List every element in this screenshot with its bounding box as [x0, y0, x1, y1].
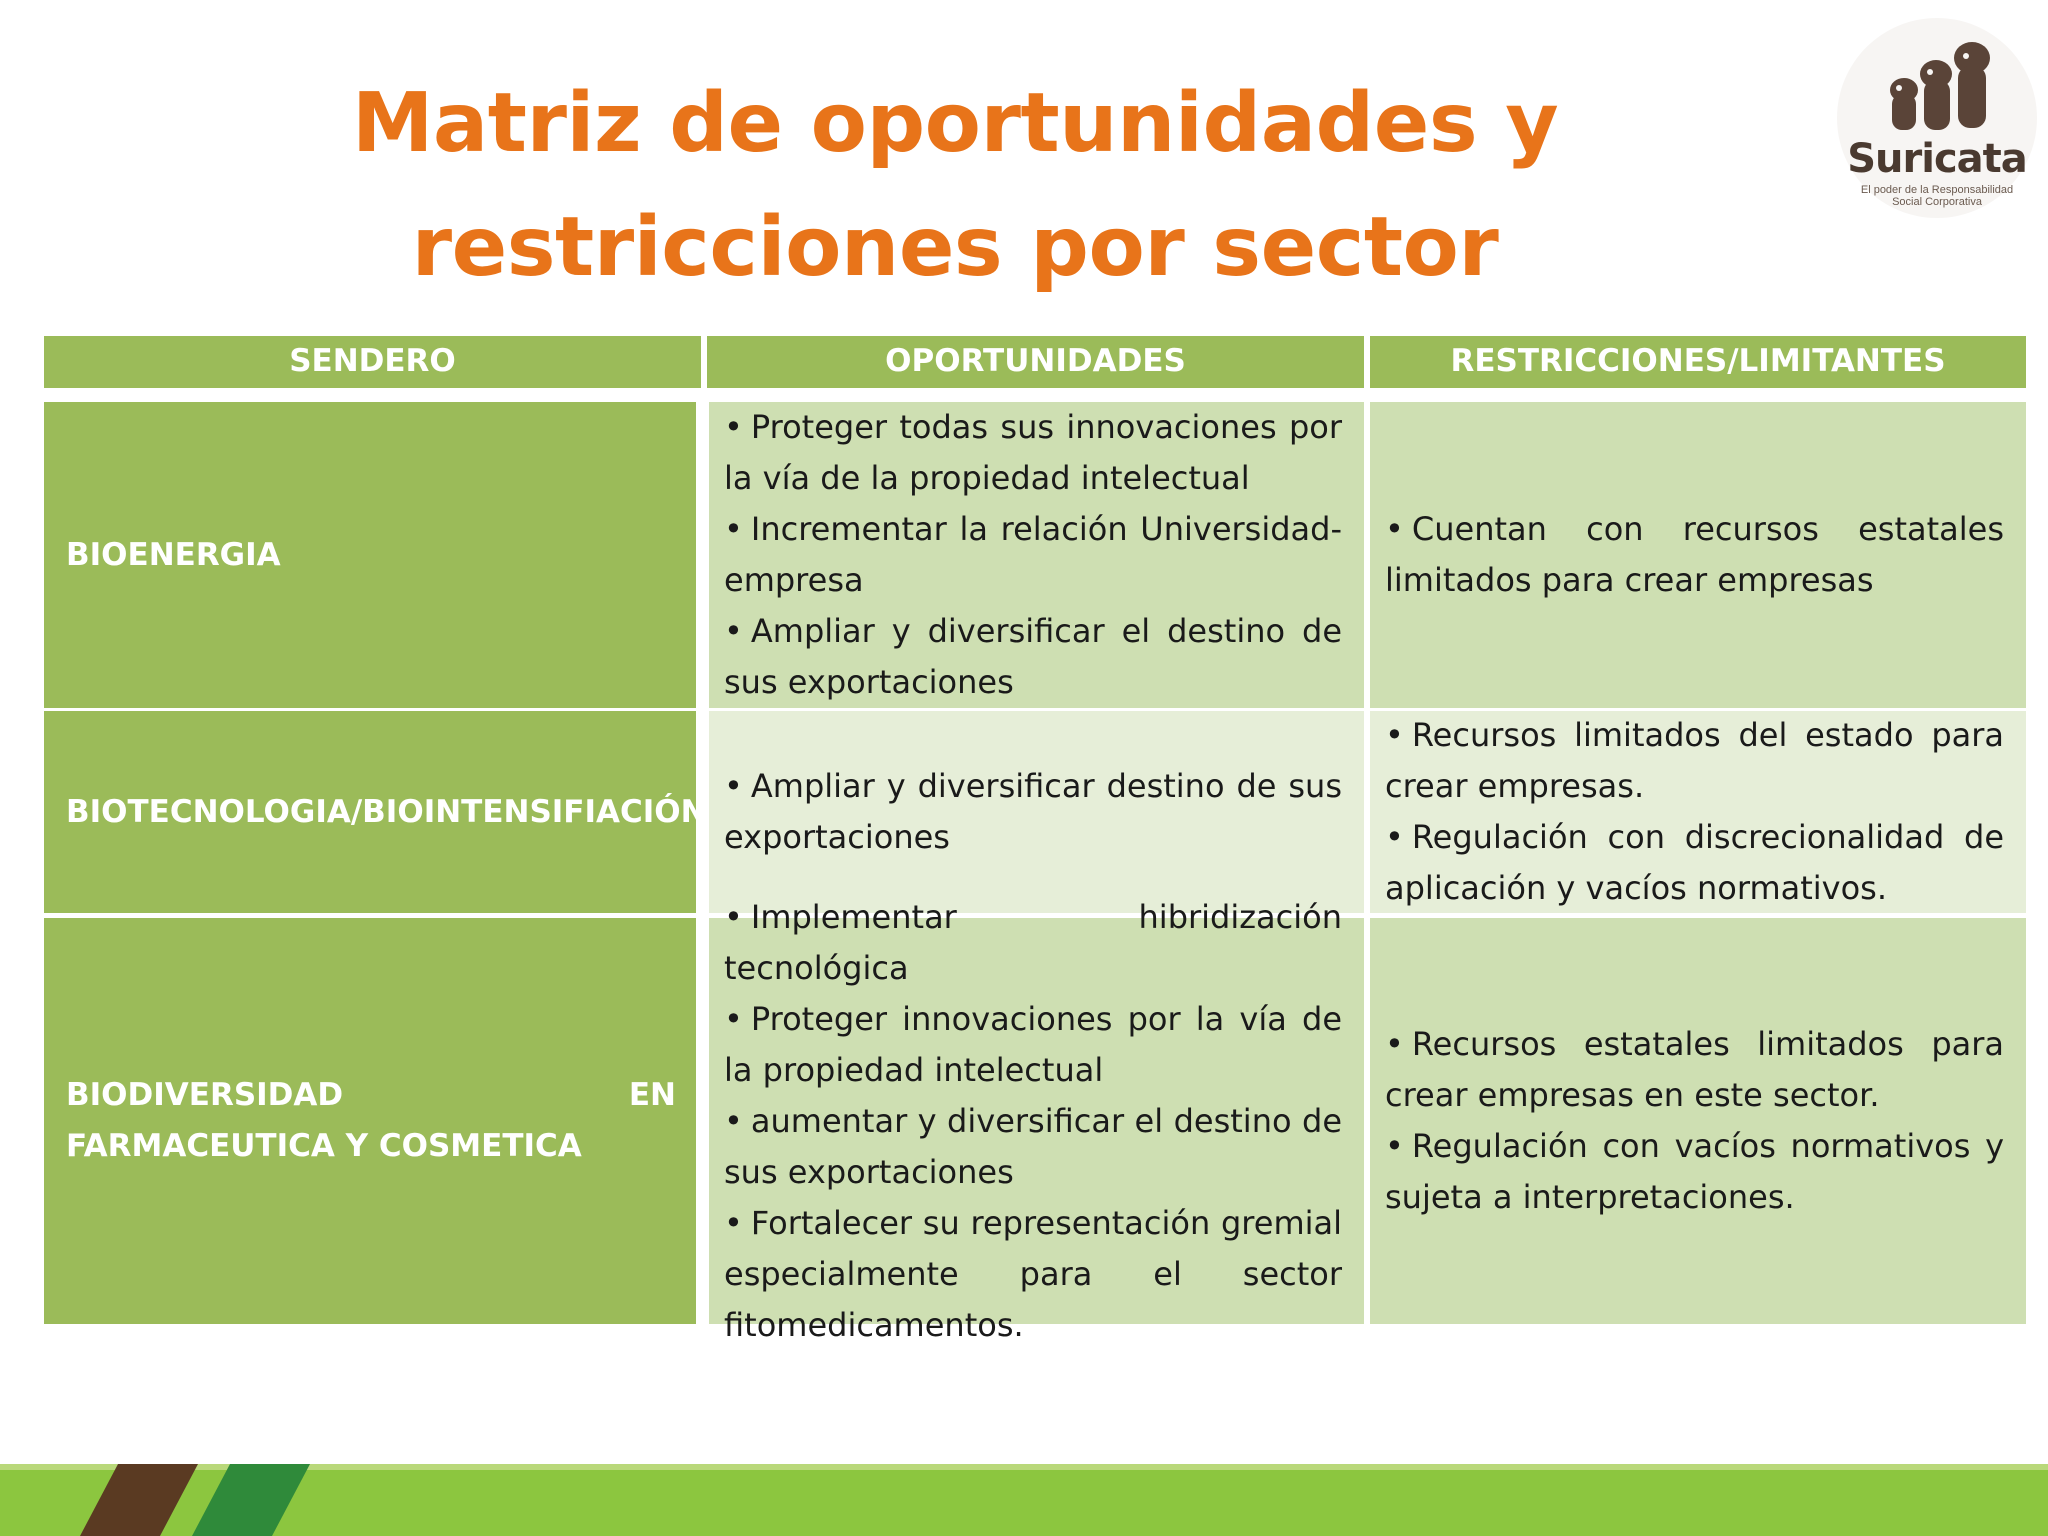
list-item: • Proteger todas sus innovaciones por la vía de la propiedad intelectual: [724, 402, 1342, 504]
header-restricciones: RESTRICCIONES/LIMITANTES: [1370, 336, 2026, 388]
footer-stripes-icon: [0, 1464, 340, 1536]
bullet-icon: •: [724, 1203, 743, 1242]
list-item: • Recursos estatales limitados para crear empresas en este sector.: [1385, 1019, 2004, 1121]
bullet-icon: •: [724, 1101, 743, 1140]
sendero-cell: [44, 402, 696, 708]
oportunidades-cell: [709, 711, 1364, 913]
list-item: • Proteger innovaciones por la vía de la propiedad intelectual: [724, 994, 1342, 1096]
list-item: • Cuentan con recursos estatales limitados para crear empresas: [1385, 504, 2004, 606]
bullet-icon: •: [1385, 818, 1404, 856]
bullet-icon: •: [1385, 1025, 1404, 1063]
bullet-icon: •: [1385, 1127, 1404, 1165]
title-line-2: restricciones por sector: [411, 200, 1499, 295]
list-item: • Recursos limitados del estado para crear empresas.: [1385, 710, 2004, 812]
list-item: • Regulación con vacíos normativos y sujeta a interpretaciones.: [1385, 1121, 2004, 1223]
oportunidades-cell: [709, 402, 1364, 708]
restricciones-cell: [1370, 918, 2026, 1324]
list-item: • Ampliar y diversificar el destino de sus exportaciones: [724, 606, 1342, 708]
bullet-icon: •: [724, 510, 743, 548]
bullet-icon: •: [724, 612, 743, 650]
table-header-row: [44, 336, 2026, 388]
logo-name: Suricata: [1847, 136, 2027, 182]
suricata-logo: [1832, 18, 2042, 218]
title-line-1: Matriz de oportunidades y: [351, 76, 1559, 171]
bullet-icon: •: [1385, 510, 1404, 548]
oportunidades-cell: [709, 897, 1364, 1344]
header-sendero: SENDERO: [44, 336, 701, 388]
bullet-icon: •: [724, 767, 743, 805]
list-item: • Fortalecer su representación gremial especialmente para el sector fitomedicamentos.: [724, 1198, 1342, 1351]
list-item: • Incrementar la relación Universidad-empresa: [724, 504, 1342, 606]
sendero-label: BIOENERGIA: [66, 536, 281, 573]
table-row: [44, 711, 2026, 913]
page-title: [300, 62, 1610, 310]
header-oportunidades: OPORTUNIDADES: [707, 336, 1364, 388]
bullet-icon: •: [724, 999, 743, 1038]
table-row: [44, 897, 2026, 1344]
list-item: • Regulación con discrecionalidad de aplicación y vacíos normativos.: [1385, 812, 2004, 914]
table-row: [44, 402, 2026, 708]
list-item: • Implementar hibridización tecnológica: [724, 892, 1342, 994]
bullet-icon: •: [1385, 716, 1404, 754]
bullet-icon: •: [724, 897, 743, 936]
sendero-label: BIODIVERSIDAD EN FARMACEUTICA Y COSMETICA: [66, 1077, 676, 1164]
list-item: • aumentar y diversificar el destino de sus exportaciones: [724, 1096, 1342, 1198]
logo-tagline: El poder de la Responsabilidad Social Corporativa: [1860, 184, 2014, 208]
sendero-cell: [44, 918, 696, 1324]
restricciones-cell: [1370, 711, 2026, 913]
restricciones-cell: [1370, 402, 2026, 708]
sendero-cell: [44, 711, 707, 913]
bullet-icon: •: [724, 408, 743, 446]
list-item: • Ampliar y diversificar destino de sus exportaciones: [724, 761, 1342, 863]
sendero-label: BIOTECNOLOGIA/BIOINTENSIFIACIÓN: [66, 793, 707, 830]
